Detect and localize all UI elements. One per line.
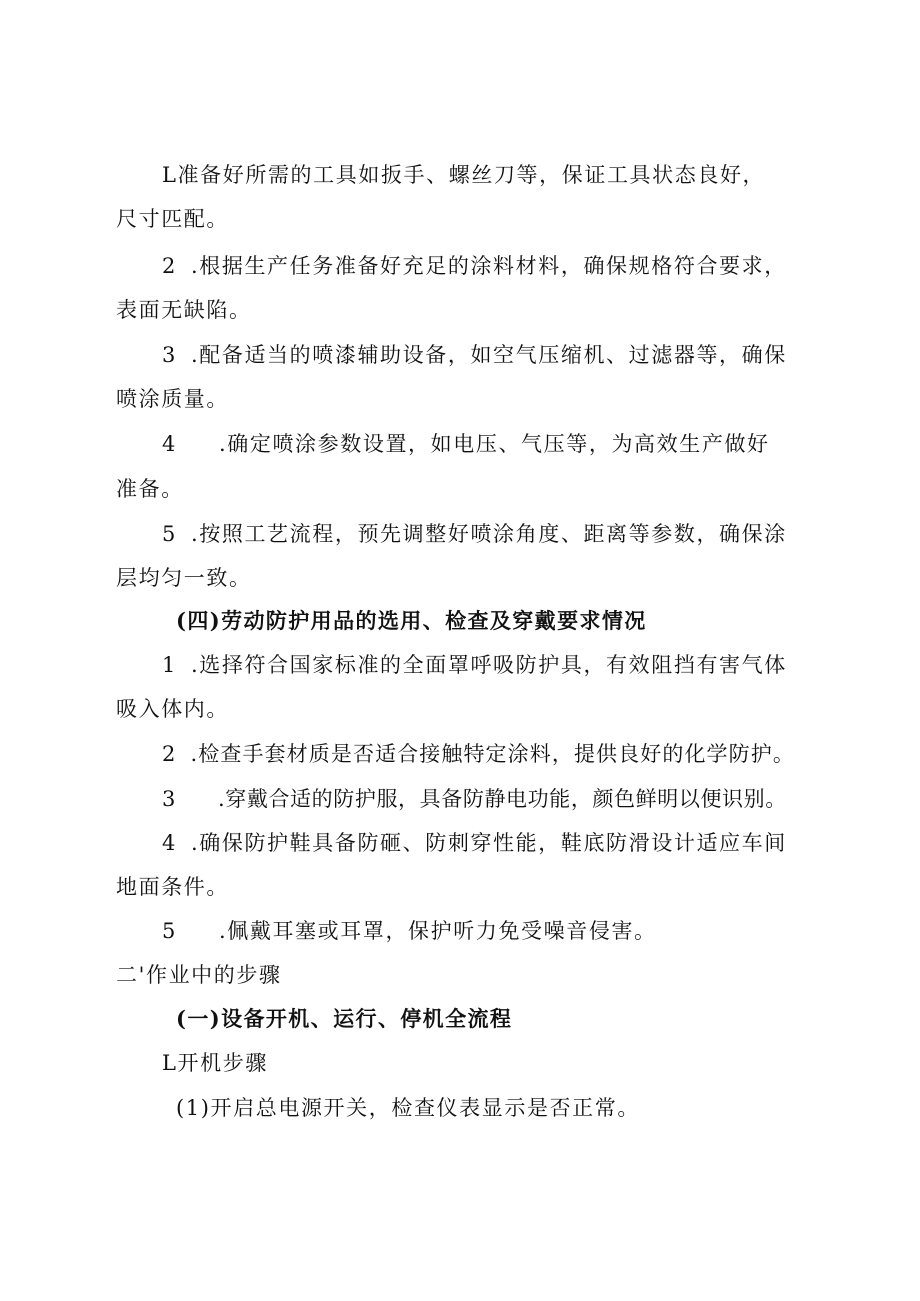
ppe-item-4-line-1 (162, 828, 787, 858)
ppe-heading: (四)劳动防护用品的选用、检查及穿戴要求情况 (176, 608, 647, 633)
startup-step-1: (1)开启总电源开关，检查仪表显示是否正常。 (176, 1096, 640, 1120)
ppe-item-2-text: .检查手套材质是否适合接触特定涂料，提供良好的化学防护。 (190, 742, 795, 766)
ppe-item-5-number: 5 (162, 919, 177, 943)
prep-item-4-text: .确定喷涂参数设置，如电压、气压等，为高效生产做好 (218, 432, 770, 456)
ppe-item-1-text: .选择符合国家标准的全面罩呼吸防护具，有效阻挡有害气体 (190, 653, 787, 677)
ppe-item-1-line-2: 吸入体内。 (116, 697, 229, 721)
ppe-item-4-text: .确保防护鞋具备防砸、防刺穿性能，鞋底防滑设计适应车间 (190, 831, 787, 855)
prep-item-3-line-2: 喷涂质量。 (116, 387, 229, 411)
ppe-item-3-number: 3 (162, 787, 176, 811)
ppe-item-4-number: 4 (162, 831, 177, 855)
prep-item-3-number: 3 (162, 343, 177, 367)
prep-item-3-text: .配备适当的喷漆辅助设备，如空气压缩机、过滤器等，确保 (190, 343, 787, 367)
ppe-item-1-number: 1 (162, 653, 177, 677)
ppe-item-4-line-2: 地面条件。 (116, 875, 229, 899)
ppe-item-5-text: .佩戴耳塞或耳罩，保护听力免受噪音侵害。 (218, 919, 657, 943)
prep-item-4-number: 4 (162, 432, 177, 456)
ppe-item-2-line-1 (162, 739, 795, 769)
ppe-item-1-line-1 (162, 650, 787, 680)
prep-item-2-text: .根据生产任务准备好充足的涂料材料，确保规格符合要求， (190, 254, 787, 278)
prep-item-5-line-1 (162, 519, 787, 549)
section-2-subheading: (一)设备开机、运行、停机全流程 (176, 1006, 513, 1031)
prep-item-1-line-1: L准备好所需的工具如扳手、螺丝刀等，保证工具状态良好， (162, 163, 766, 187)
prep-item-4-line-2: 准备。 (116, 477, 184, 501)
prep-item-2-line-1 (162, 251, 787, 281)
prep-item-5-text: .按照工艺流程，预先调整好喷涂角度、距离等参数，确保涂 (190, 522, 787, 546)
prep-item-5-line-2: 层均匀一致。 (116, 566, 252, 590)
prep-item-3-line-1 (162, 340, 787, 370)
startup-steps-title: L开机步骤 (162, 1051, 268, 1075)
prep-item-5-number: 5 (162, 522, 177, 546)
ppe-item-2-number: 2 (162, 742, 177, 766)
ppe-item-3-text: .穿戴合适的防护服，具备防静电功能，颜色鲜明以便识别。 (217, 787, 787, 811)
ppe-item-3-line-1 (162, 784, 787, 814)
prep-item-2-line-2: 表面无缺陷。 (116, 298, 252, 322)
prep-item-1-line-2: 尺寸匹配。 (116, 207, 229, 231)
prep-item-4-line-1 (162, 429, 770, 459)
ppe-item-5-line-1 (162, 916, 657, 946)
section-2-heading: 二'作业中的步骤 (116, 963, 282, 987)
prep-item-2-number: 2 (162, 254, 177, 278)
